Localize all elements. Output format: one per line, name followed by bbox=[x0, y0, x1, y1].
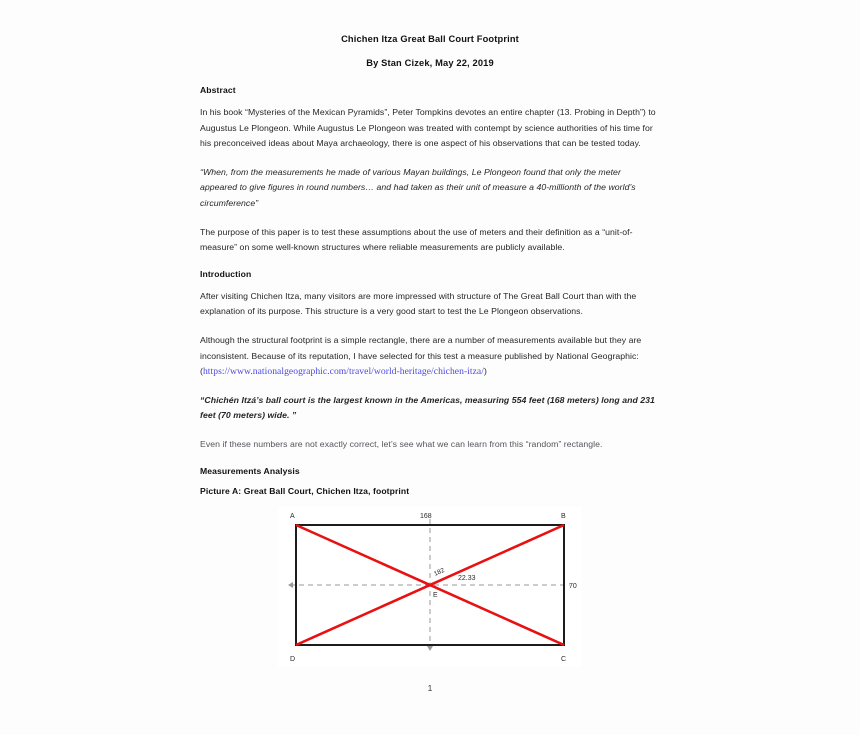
page-title: Chichen Itza Great Ball Court Footprint bbox=[341, 34, 519, 44]
figure-svg bbox=[278, 507, 582, 667]
corner-label-a: A bbox=[290, 512, 295, 520]
paragraph-introduction-1: After visiting Chichen Itza, many visitors are more impressed with structure of The Great Ball Court than with the explanation of its purpose. This structure is a very good start to test the Le Plongeon observations. bbox=[200, 290, 637, 317]
figure-great-ball-court bbox=[278, 507, 582, 667]
heading-measurements-analysis: Measurements Analysis bbox=[200, 465, 300, 476]
paragraph-abstract: In his book “Mysteries of the Mexican Pyramids”, Peter Tompkins devotes an entire chapter (13. Probing in Depth”) to Augustus Le Plongeon. While Augustus Le Plongeon was treated with contempt by science authorities of his time for his preconceived ideas about Maya archaeology, there is one aspect of his observations that can be tested today. bbox=[200, 107, 656, 149]
paragraph-introduction-2-close: ) bbox=[483, 366, 487, 377]
page-number: 1 bbox=[427, 683, 433, 693]
corner-label-c: C bbox=[561, 655, 567, 663]
heading-introduction: Introduction bbox=[200, 268, 252, 279]
national-geographic-link[interactable]: https://www.nationalgeographic.com/travel/world-heritage/chichen-itza/ bbox=[202, 366, 484, 378]
angle-label: 22.33 bbox=[458, 574, 476, 582]
corner-label-b: B bbox=[561, 512, 566, 520]
paragraph-purpose: The purpose of this paper is to test these assumptions about the use of meters and their definition as a “unit-of-measure” on some well-known structures where reliable measurements are publicly available. bbox=[200, 226, 633, 253]
dimension-label-width: 70 bbox=[569, 582, 577, 590]
document-content bbox=[200, 34, 660, 667]
corner-label-d: D bbox=[290, 655, 296, 663]
dimension-label-length: 168 bbox=[420, 512, 432, 520]
dimension-label-diagonal: 182 bbox=[432, 566, 446, 578]
figure-caption: Picture A: Great Ball Court, Chichen Itza, footprint bbox=[200, 485, 410, 496]
paragraph-introduction-2 bbox=[200, 333, 660, 380]
heading-abstract: Abstract bbox=[200, 85, 236, 95]
document-byline: By Stan Cizek, May 22, 2019 bbox=[366, 58, 494, 68]
paragraph-introduction-2-text: Although the structural footprint is a simple rectangle, there are a number of measurements available but they are inconsistent. Because of its reputation, I have selected for this test a measure published by National Geographic: ( bbox=[200, 334, 642, 377]
center-point-label: E bbox=[433, 591, 438, 599]
paragraph-random-rectangle: Even if these numbers are not exactly correct, let’s see what we can learn from this “random” rectangle. bbox=[200, 438, 603, 449]
quote-national-geographic: “Chichén Itzá’s ball court is the largest known in the Americas, measuring 554 feet (168 meters) long and 231 feet (70 meters) wide. ” bbox=[200, 394, 655, 421]
quote-le-plongeon: “When, from the measurements he made of various Mayan buildings, Le Plongeon found that only the meter appeared to give figures in round numbers… and had taken as their unit of measure a 40-millionth of the world’s circumference” bbox=[200, 166, 636, 208]
